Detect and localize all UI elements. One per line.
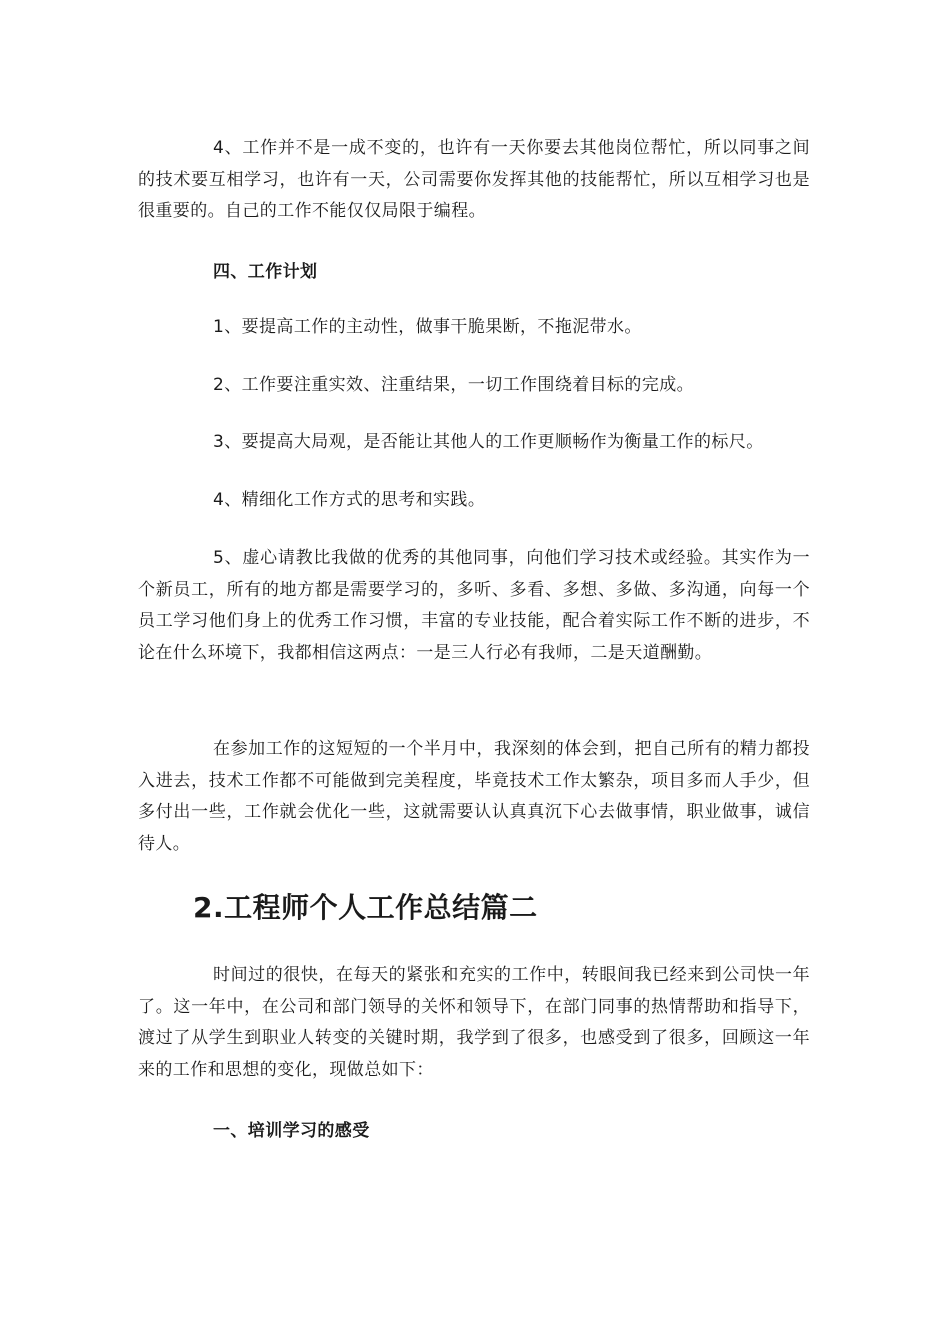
plan-item-1: 1、要提高工作的主动性，做事干脆果断，不拖泥带水。 [213, 317, 642, 337]
plan-item-2: 2、工作要注重实效、注重结果，一切工作围绕着目标的完成。 [213, 375, 695, 395]
plan-item-4: 4、精细化工作方式的思考和实践。 [213, 490, 486, 510]
plan-item-3: 3、要提高大局观，是否能让其他人的工作更顺畅作为衡量工作的标尺。 [213, 432, 764, 452]
section-heading-part-two: 2.工程师个人工作总结篇二 [193, 891, 538, 924]
intro-paragraph-part-two: 时间过的很快，在每天的紧张和充实的工作中，转眼间我已经来到公司快一年了。这一年中，在公司和部门领导的关怀和领导下，在部门同事的热情帮助和指导下，渡过了从学生到职业人转变的关键时期，我学到了很多，也感受到了很多，回顾这一年来的工作和思想的变化，现做总如下： [138, 965, 810, 1080]
plan-item-5: 5、虚心请教比我做的优秀的其他同事，向他们学习技术或经验。其实作为一个新员工，所有的地方都是需要学习的，多听、多看、多想、多做、多沟通，向每一个员工学习他们身上的优秀工作习惯，丰富的专业技能，配合着实际工作不断的进步，不论在什么环境下，我都相信这两点：一是三人行必有我师，二是天道酬勤。 [138, 548, 810, 663]
section-title-work-plan: 四、工作计划 [213, 262, 318, 282]
section-title-training: 一、培训学习的感受 [213, 1121, 370, 1141]
paragraph-collaboration: 4、工作并不是一成不变的，也许有一天你要去其他岗位帮忙，所以同事之间的技术要互相学习，也许有一天，公司需要你发挥其他的技能帮忙，所以互相学习也是很重要的。自己的工作不能仅仅局限于编程。 [138, 138, 810, 221]
closing-paragraph: 在参加工作的这短短的一个半月中，我深刻的体会到，把自己所有的精力都投入进去，技术工作都不可能做到完美程度，毕竟技术工作太繁杂，项目多而人手少，但多付出一些，工作就会优化一些，这就需要认认真真沉下心去做事情，职业做事，诚信待人。 [138, 739, 810, 854]
